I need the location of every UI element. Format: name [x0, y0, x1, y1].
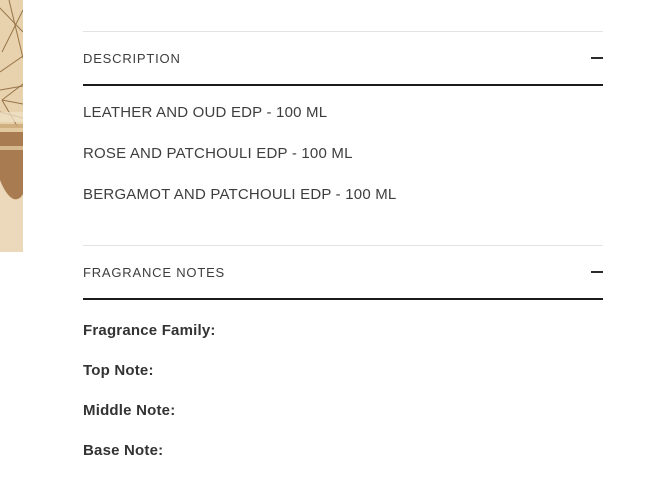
accordion-section-fragrance-notes — [83, 245, 603, 458]
minus-icon[interactable] — [591, 57, 603, 59]
description-item: LEATHER AND OUD EDP - 100 ML — [83, 104, 328, 121]
accordion-title-description: DESCRIPTION — [83, 50, 181, 66]
middle-note-label: Middle Note: — [83, 402, 176, 419]
accordion-header-description[interactable] — [83, 31, 603, 86]
description-item: BERGAMOT AND PATCHOULI EDP - 100 ML — [83, 186, 397, 203]
fragrance-family-label: Fragrance Family: — [83, 322, 216, 339]
product-photo — [0, 0, 23, 252]
fragrance-notes-body — [83, 300, 603, 458]
description-item: ROSE AND PATCHOULI EDP - 100 ML — [83, 145, 353, 162]
product-info-panel — [83, 0, 603, 458]
description-body — [83, 86, 603, 202]
base-note-label: Base Note: — [83, 442, 164, 459]
accordion-header-fragrance-notes[interactable] — [83, 245, 603, 300]
accordion-section-description — [83, 31, 603, 202]
product-photo-graphic — [0, 0, 23, 252]
top-note-label: Top Note: — [83, 362, 154, 379]
accordion-title-fragrance-notes: FRAGRANCE NOTES — [83, 264, 226, 280]
minus-icon[interactable] — [591, 271, 603, 273]
